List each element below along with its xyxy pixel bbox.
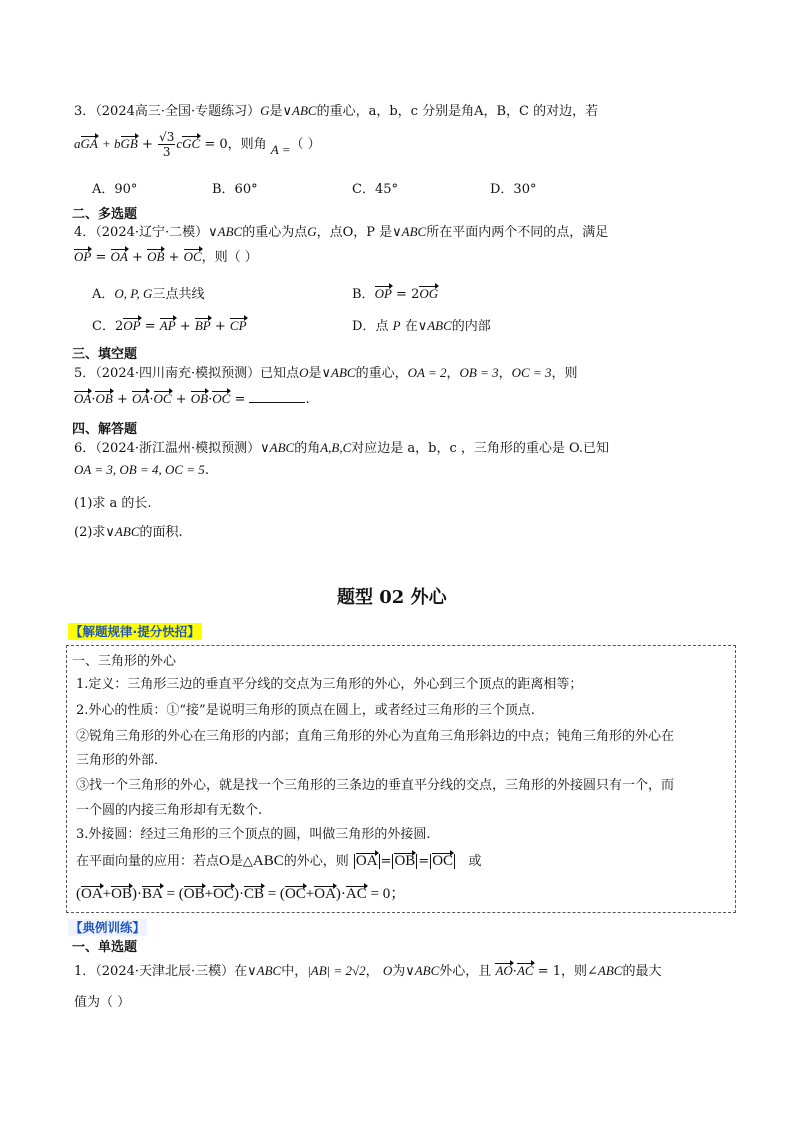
box-line9: 在平面向量的应用：若点O是△ABC的外心，则 OA = OB = OC 或 xyxy=(76,853,482,869)
box-l10-oc: OC xyxy=(213,886,234,902)
box-line7: 一个圆的内接三角形却有无数个. xyxy=(76,803,263,818)
q4-optd-in: 在 xyxy=(404,319,418,334)
box-line3: 2.外心的性质：①“接”是说明三角形的顶点在圆上，或者经过三角形的三个顶点. xyxy=(76,703,535,718)
box-l10-oc2: OC xyxy=(284,886,306,902)
q3-plus: + xyxy=(142,137,153,152)
q5-rest: 的重心， xyxy=(355,366,408,381)
box-line2: 1.定义：三角形三边的垂直平分线的交点为三角形的外心，外心到三个顶点的距离相等； xyxy=(76,677,583,692)
q1-then: ，则 xyxy=(561,964,588,979)
q5-vec-ob: OB xyxy=(95,391,113,406)
q4-line1 xyxy=(74,221,608,240)
q3-option-d: D．30° xyxy=(490,182,537,197)
box-l9-pre: 在平面向量的应用：若点 xyxy=(76,854,220,869)
q4-mid3: 所在平面内两个不同的点，满足 xyxy=(426,225,609,240)
q3-c: c xyxy=(176,136,183,151)
box-line10 xyxy=(76,882,405,903)
q3-triangle: ∨ABC xyxy=(282,103,317,118)
box-l10-ob: OB xyxy=(111,886,132,902)
q4-stem: 4．（2024·辽宁·二模） xyxy=(74,225,209,240)
q5-end: . xyxy=(305,392,310,407)
box-l9-o: O xyxy=(219,853,230,869)
tip-tag-wrap xyxy=(68,622,202,640)
example-tag-wrap xyxy=(68,918,147,936)
q1-line1 xyxy=(74,960,661,979)
box-l9-post: 的外心，则 xyxy=(283,854,349,869)
tip-tag: 【解题规律·提分快招】 xyxy=(70,624,200,639)
box-l10-ba: BA xyxy=(141,886,163,902)
q6-given xyxy=(74,462,209,478)
box-l10-p1: + xyxy=(102,886,112,902)
q6-line1 xyxy=(74,437,609,456)
q3-rest: 的重心，a，b，c 分别是角A，B，C 的对边，若 xyxy=(316,104,599,119)
q4-optd-label: D． xyxy=(352,319,376,334)
q3-plus-b: + b xyxy=(101,136,121,151)
box-l10-oa: OA xyxy=(81,886,103,902)
q3-fraction xyxy=(158,130,175,159)
section-answer: 四、解答题 xyxy=(72,422,138,437)
q5-plus2: + xyxy=(175,392,187,407)
q6-mid: 的角 xyxy=(294,441,321,456)
q6-stem: 6．（2024·浙江温州·模拟预测） xyxy=(74,441,261,456)
q4-optc-cp: CP xyxy=(229,318,247,333)
q4-p1: + xyxy=(132,250,143,265)
q3-is: 是 xyxy=(269,104,283,119)
box-l10-ac: AC xyxy=(345,886,367,902)
q1-o: O xyxy=(382,963,393,978)
q3-then: ，则角 xyxy=(227,137,267,152)
q4-vec-oc: OC xyxy=(183,249,202,264)
q3-frac-den: 3 xyxy=(162,145,171,159)
q5-dot2: · xyxy=(149,392,154,407)
q4-vec-ob: OB xyxy=(147,249,165,264)
q3-a: a xyxy=(74,136,81,151)
q1-triangle: ∨ABC xyxy=(247,963,282,978)
q6-end: . xyxy=(204,463,209,478)
q6-rest: 对应边是 a，b，c ，三角形的重心是 O.已知 xyxy=(351,441,610,456)
q4-equation xyxy=(74,246,258,265)
box-l9-bar3 xyxy=(392,854,393,869)
box-l9-oc: OC xyxy=(432,853,454,869)
q4-option-d xyxy=(352,315,491,334)
q3-option-b: B．60° xyxy=(212,182,258,197)
q1-line2: 值为（ ） xyxy=(74,995,131,1010)
q3-equation xyxy=(74,130,321,159)
q4-p2: + xyxy=(168,250,180,265)
box-l9-bar2 xyxy=(379,854,380,869)
q4-vec-op: OP xyxy=(74,249,92,264)
q4-optc-2: 2 xyxy=(114,319,124,334)
box-line6: ③找一个三角形的外心，就是找一个三角形的三条边的垂直平分线的交点，三角形的外接圆只有一个，而 xyxy=(76,778,675,793)
q4-mid1: 的重心为点 xyxy=(242,225,308,240)
q6-given-values: OA = 3, OB = 4, OC = 5 xyxy=(74,462,205,477)
q5-oa-eq: OA = 2 xyxy=(407,365,447,380)
q3-vec-ga: GA xyxy=(80,136,98,151)
q5-equation xyxy=(74,390,310,407)
box-l10-lp: ( xyxy=(76,886,81,902)
box-l9-oa: OA xyxy=(355,853,378,869)
q4-optb-op: OP xyxy=(374,286,392,301)
box-l10-cb: CB xyxy=(243,886,264,902)
q4-mid2: ，点O，P 是 xyxy=(316,225,393,240)
q6-triangle: ∨ABC xyxy=(260,440,295,455)
q5-then: ，则 xyxy=(551,366,578,381)
q4-optb-eq: = 2 xyxy=(396,287,420,302)
q3-vec-gb: GB xyxy=(120,136,138,151)
box-l9-mid: 是△ xyxy=(229,854,253,869)
q5-stem: 5．（2024·四川南充·模拟预测）已知点 xyxy=(74,366,300,381)
q4-vec-oa: OA xyxy=(110,249,128,264)
box-l10-rp2: )· xyxy=(233,886,244,902)
q4-opta-label: A． xyxy=(92,287,115,302)
q4-g: G xyxy=(307,224,317,239)
q5-line1 xyxy=(74,362,578,381)
q4-opta-math: O, P, G xyxy=(114,286,153,301)
box-l10-ob2: OB xyxy=(183,886,205,902)
box-l9-bar1 xyxy=(354,854,355,869)
box-l10-p2: + xyxy=(204,886,214,902)
q5-sep1: ， xyxy=(446,366,460,381)
q4-eq: = xyxy=(95,250,107,265)
q4-option-a xyxy=(92,283,204,302)
q4-optd-p: P xyxy=(392,318,401,333)
box-l10-p3: + xyxy=(305,886,315,902)
box-l10-end: = 0； xyxy=(370,886,406,902)
q5-sep2: ， xyxy=(498,366,512,381)
q1-vec-ac: AC xyxy=(516,963,534,978)
q5-vec-oa: OA xyxy=(74,391,92,406)
box-l10-eq1: = ( xyxy=(166,886,184,902)
box-line4: ②锐角三角形的外心在三角形的内部；直角三角形的外心为直角三角形斜边的中点；钝角三角形的外心在 xyxy=(76,729,675,744)
box-l9-bar5 xyxy=(430,854,431,869)
box-l10-rp3: )· xyxy=(335,886,346,902)
q4-optb-og: OG xyxy=(419,286,439,301)
q1-is: 为 xyxy=(392,964,406,979)
q4-triangle: ∨ABC xyxy=(208,224,243,239)
q4-triangle2: ∨ABC xyxy=(392,224,427,239)
q3-frac-num: √3 xyxy=(159,130,175,144)
q3-stem: 3．（2024高三·全国·专题练习） xyxy=(74,104,261,119)
q4-option-c xyxy=(92,315,247,334)
q4-optc-bp: BP xyxy=(194,318,211,333)
q5-vec-ob2: OB xyxy=(190,391,209,406)
q5-eq: = xyxy=(234,392,246,407)
q5-vec-oc2: OC xyxy=(212,391,231,406)
q1-rest: 的最大 xyxy=(622,964,662,979)
box-line8: 3.外接圆：经过三角形的三个顶点的圆，叫做三角形的外接圆. xyxy=(76,827,431,842)
q5-is: 是 xyxy=(308,366,322,381)
box-l10-oa2: OA xyxy=(314,886,336,902)
q1-triangle2: ∨ABC xyxy=(405,963,440,978)
box-l10-rp1: )· xyxy=(131,886,142,902)
q5-o: O xyxy=(299,365,309,380)
q4-option-b xyxy=(352,283,438,302)
q1-vec-ao: AO xyxy=(495,963,513,978)
q4-then: ，则（ ） xyxy=(201,250,258,265)
section-multi-choice: 二、多选题 xyxy=(72,207,138,222)
q6-part2-triangle: ∨ABC xyxy=(105,524,140,539)
q5-triangle: ∨ABC xyxy=(321,365,356,380)
q3-g: G xyxy=(260,103,270,118)
box-l9-bar4 xyxy=(416,854,417,869)
q5-vec-oa2: OA xyxy=(132,391,150,406)
q4-optc-ap: AP xyxy=(159,318,176,333)
q3-option-c: C．45° xyxy=(352,182,398,197)
q1-angle: ∠ABC xyxy=(587,963,623,978)
q3-eq0: = 0 xyxy=(204,137,228,152)
q6-abc: A,B,C xyxy=(320,440,352,455)
box-l9-abc: ABC xyxy=(252,853,284,869)
q1-mid2: 外心，且 xyxy=(439,964,492,979)
q3-vec-gc: GC xyxy=(182,136,201,151)
q6-part1: (1)求 a 的长. xyxy=(74,496,152,511)
q1-mid: 中， xyxy=(281,964,308,979)
box-line5: 三角形的外部. xyxy=(76,753,159,768)
q1-stem: 1．（2024·天津北辰·三模）在 xyxy=(74,964,248,979)
box-l9-ob: OB xyxy=(394,853,416,869)
example-tag: 【典例训练】 xyxy=(70,920,146,935)
box-l10-eq2: = ( xyxy=(267,886,285,902)
topic-heading: 题型 02 外心 xyxy=(337,587,447,608)
q5-vec-oc: OC xyxy=(153,391,172,406)
q5-answer-blank[interactable] xyxy=(249,390,305,403)
box-l9-or: 或 xyxy=(468,854,482,869)
q6-part2-post: 的面积. xyxy=(139,525,183,540)
q4-opta-text: 三点共线 xyxy=(152,287,205,302)
section-fill-blank: 三、填空题 xyxy=(72,347,138,362)
q3-a-eq: A = xyxy=(270,142,291,157)
box-l9-bar6 xyxy=(454,854,455,869)
section-single-choice: 一、单选题 xyxy=(72,940,138,955)
q4-optd-pre: 点 xyxy=(375,319,389,334)
q4-optc-label: C． xyxy=(92,319,115,334)
q1-dot: · xyxy=(512,964,517,979)
q4-optd-triangle: ∨ABC xyxy=(417,318,452,333)
q5-oc-eq: OC = 3 xyxy=(511,365,552,380)
q5-dot3: · xyxy=(208,392,213,407)
q3-option-a: A．90° xyxy=(92,182,138,197)
q3-line1 xyxy=(74,100,598,119)
q5-ob-eq: OB = 3 xyxy=(459,365,499,380)
q6-part2-pre: (2)求 xyxy=(74,525,106,540)
q6-part2 xyxy=(74,521,183,540)
q5-plus1: + xyxy=(116,392,128,407)
q5-dot1: · xyxy=(91,392,96,407)
q4-optc-op: OP xyxy=(123,318,141,333)
q4-optc-eq: = xyxy=(144,319,156,334)
q1-eq1: = 1 xyxy=(537,964,561,979)
q1-sep: ， xyxy=(365,964,379,979)
q4-optd-text: 的内部 xyxy=(451,319,491,334)
q4-optc-p1: + xyxy=(179,319,191,334)
q4-optb-label: B． xyxy=(352,287,375,302)
q3-paren: （ ） xyxy=(290,137,321,152)
box-line1: 一、三角形的外心 xyxy=(72,654,177,669)
q1-ab: |AB| = 2√2 xyxy=(307,963,366,978)
q4-optc-p2: + xyxy=(214,319,226,334)
